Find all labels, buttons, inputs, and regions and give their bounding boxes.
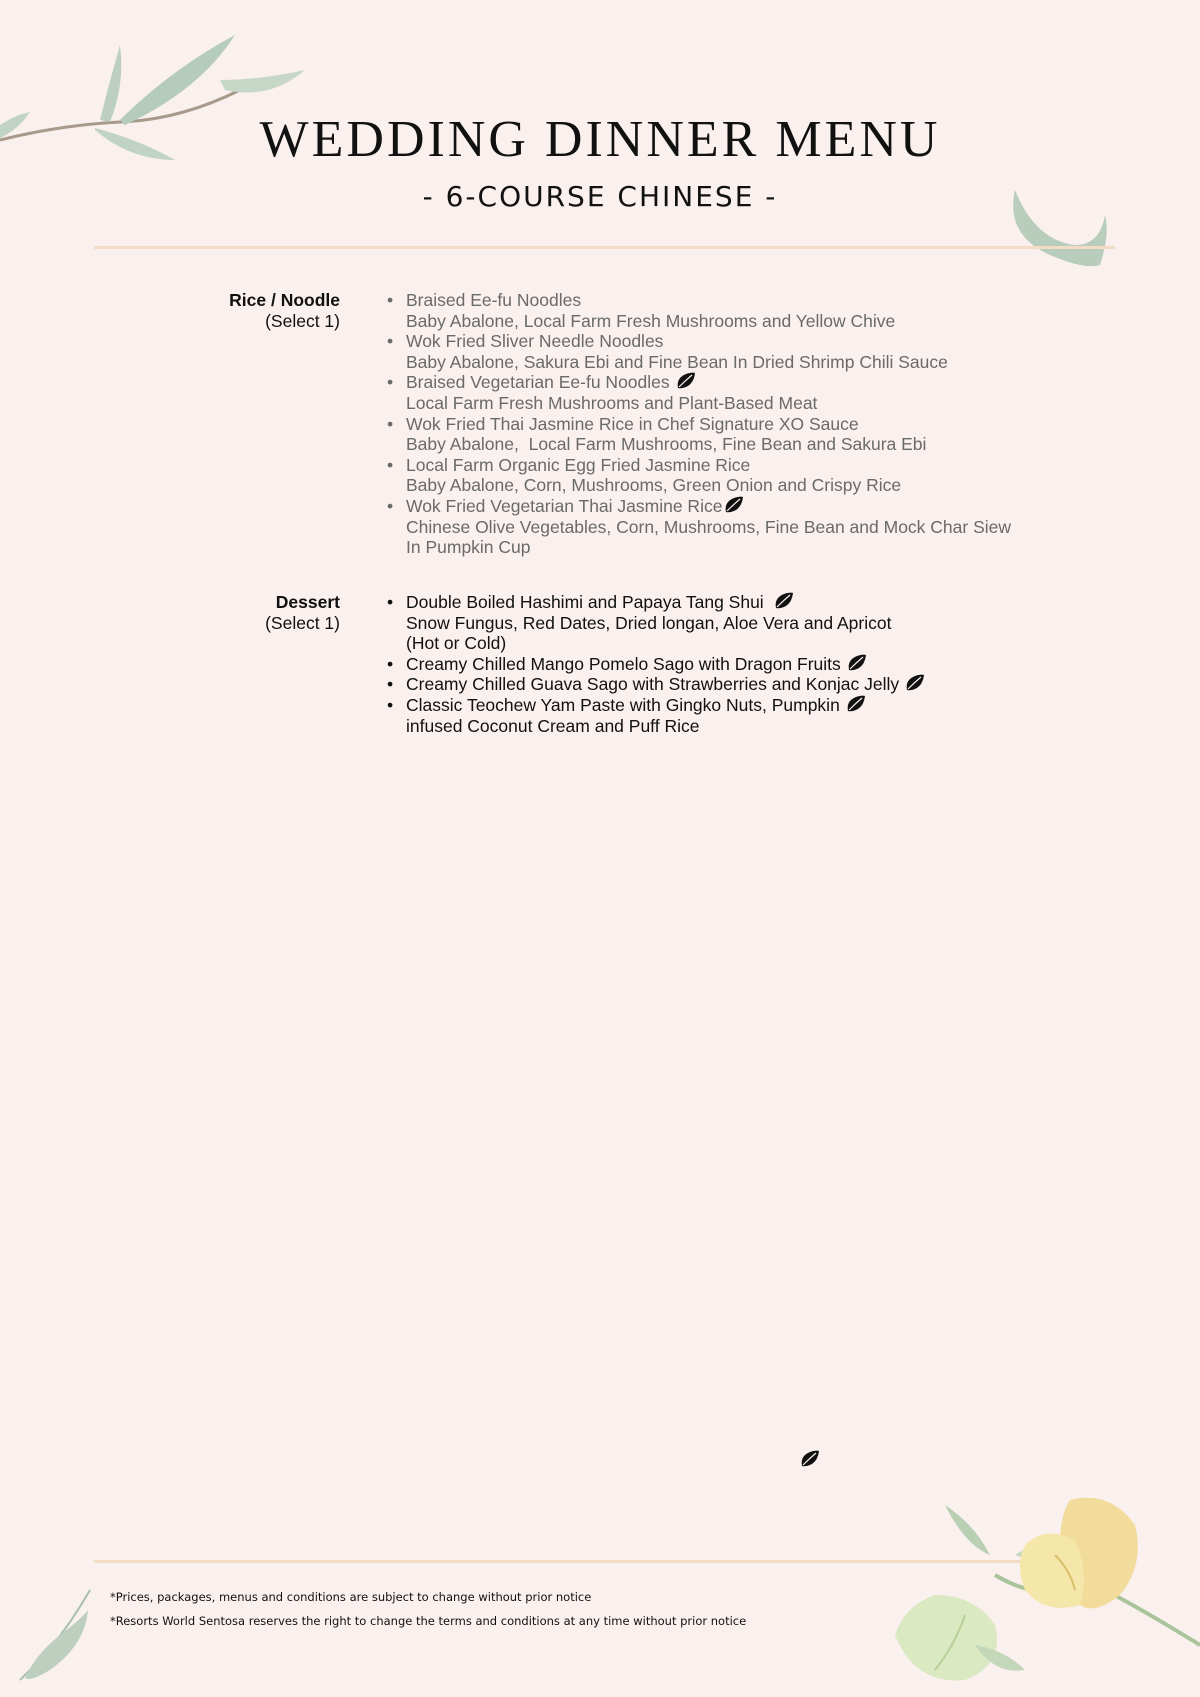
section-name: Dessert: [275, 592, 340, 612]
item-title: Creamy Chilled Mango Pomelo Sago with Dragon Fruits: [406, 654, 1085, 675]
item-description: Chinese Olive Vegetables, Corn, Mushrooms, Fine Bean and Mock Char Siew: [406, 516, 1012, 537]
item-title: Classic Teochew Yam Paste with Gingko Nuts, Pumpkin: [406, 695, 1085, 716]
vegetarian-leaf-icon: [676, 372, 696, 390]
section-name: Rice / Noodle: [229, 290, 340, 310]
menu-item: [385, 331, 1085, 372]
bullet: •: [387, 454, 394, 475]
vegetarian-leaf-icon: [846, 695, 866, 713]
section-label: [140, 592, 340, 633]
bullet: •: [387, 694, 394, 715]
item-description: Baby Abalone, Corn, Mushrooms, Green Onion and Crispy Rice: [406, 475, 902, 496]
menu-item-list: [385, 290, 1085, 558]
item-description: Local Farm Fresh Mushrooms and Plant-Based Meat: [406, 392, 818, 413]
vegetarian-leaf-icon: [905, 674, 925, 692]
menu-item: [385, 290, 1085, 331]
menu-item: [385, 455, 1085, 496]
menu-item: [385, 592, 1085, 654]
bullet: •: [387, 331, 394, 352]
item-description: Snow Fungus, Red Dates, Dried longan, Aloe Vera and Apricot: [406, 612, 892, 633]
item-title: Wok Fried Thai Jasmine Rice in Chef Signature XO Sauce: [406, 413, 859, 434]
item-title: Wok Fried Vegetarian Thai Jasmine Rice: [406, 496, 1085, 517]
item-description-continued: (Hot or Cold): [406, 633, 507, 654]
menu-item: [385, 695, 1085, 736]
menu-item-list: [385, 592, 1085, 736]
item-title: Braised Ee-fu Noodles: [406, 290, 582, 310]
bullet: •: [387, 592, 394, 612]
bullet: •: [387, 372, 394, 393]
bullet: •: [387, 653, 394, 674]
flower-decoration: [895, 1495, 1200, 1697]
item-description: Baby Abalone, Local Farm Mushrooms, Fine Bean and Sakura Ebi: [406, 434, 927, 455]
menu-item: [385, 372, 1085, 413]
footnote: *Prices, packages, menus and conditions are subject to change without prior notice: [110, 1590, 592, 1604]
menu-item: [385, 674, 1085, 695]
item-title: Local Farm Organic Egg Fried Jasmine Rice: [406, 454, 751, 475]
vegetarian-leaf-icon: [724, 496, 744, 514]
page-subtitle: - 6-COURSE CHINESE -: [422, 180, 778, 213]
footnotes: [110, 1585, 746, 1633]
footnote: *Resorts World Sentosa reserves the right to change the terms and conditions at any time without prior notice: [110, 1614, 747, 1628]
vegetarian-leaf-icon: [800, 1450, 820, 1468]
menu-item: [385, 654, 1085, 675]
item-description: infused Coconut Cream and Puff Rice: [406, 715, 700, 736]
item-title: Braised Vegetarian Ee-fu Noodles: [406, 372, 1085, 393]
bullet: •: [387, 495, 394, 516]
item-title: Wok Fried Sliver Needle Noodles: [406, 331, 664, 352]
section-note: (Select 1): [265, 310, 340, 331]
item-title: Creamy Chilled Guava Sago with Strawberries and Konjac Jelly: [406, 674, 1085, 695]
leaf-decoration: [10, 1585, 100, 1685]
bullet: •: [387, 674, 394, 695]
vegetarian-leaf-icon: [774, 592, 794, 610]
bullet: •: [387, 413, 394, 434]
item-description: Baby Abalone, Local Farm Fresh Mushrooms and Yellow Chive: [406, 310, 896, 331]
bullet: •: [387, 290, 394, 310]
item-description: Baby Abalone, Sakura Ebi and Fine Bean In Dried Shrimp Chili Sauce: [406, 351, 948, 372]
vegetarian-leaf-icon: [847, 654, 867, 672]
menu-item: [385, 414, 1085, 455]
top-divider: [94, 246, 1115, 249]
section-label: [140, 290, 340, 331]
page-title: WEDDING DINNER MENU: [259, 111, 941, 168]
item-title: Double Boiled Hashimi and Papaya Tang Shui: [406, 592, 1085, 613]
section-note: (Select 1): [265, 612, 340, 633]
menu-item: [385, 496, 1085, 558]
item-description-continued: In Pumpkin Cup: [406, 537, 531, 558]
